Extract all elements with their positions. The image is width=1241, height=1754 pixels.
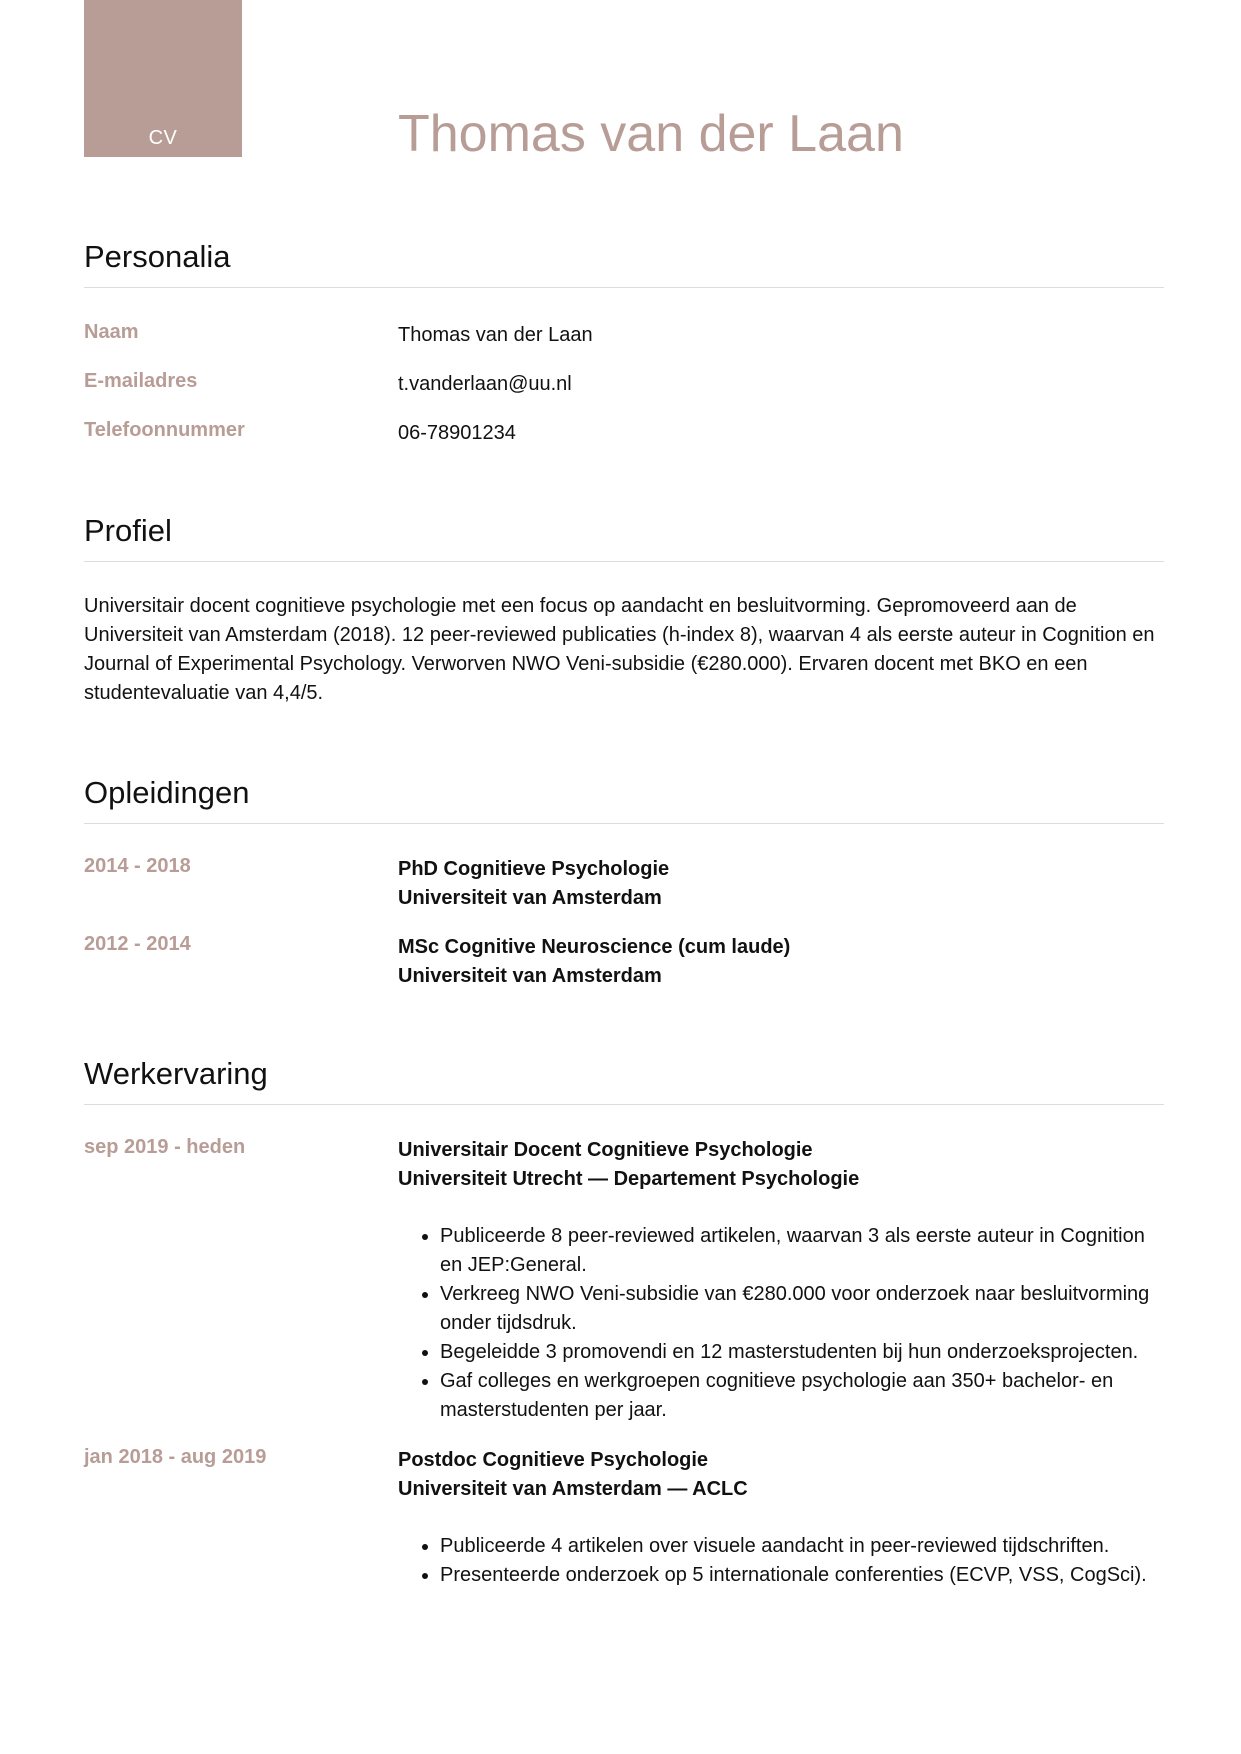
field-value: 06-78901234	[398, 422, 516, 445]
education-institution: Universiteit van Amsterdam	[398, 887, 662, 910]
section-divider	[84, 1104, 1164, 1105]
work-item	[84, 1136, 1164, 1425]
section-divider	[84, 287, 1164, 288]
work-period: sep 2019 - heden	[84, 1136, 246, 1159]
field-label: Naam	[84, 321, 139, 344]
list-item: • Presenteerde onderzoek op 5 internationale conferenties (ECVP, VSS, CogSci).	[440, 1561, 1164, 1590]
list-item: • Begeleidde 3 promovendi en 12 masterstudenten bij hun onderzoeksprojecten.	[440, 1338, 1164, 1367]
page-title: Thomas van der Laan	[398, 105, 904, 163]
section-title-werkervaring: Werkervaring	[84, 1056, 268, 1091]
education-degree: PhD Cognitieve Psychologie	[398, 858, 670, 881]
section-profiel	[84, 512, 1164, 708]
section-divider	[84, 823, 1164, 824]
section-title-opleidingen: Opleidingen	[84, 775, 250, 810]
work-role: Universitair Docent Cognitieve Psychologie	[398, 1139, 813, 1162]
work-bullets	[398, 1532, 1164, 1590]
work-role: Postdoc Cognitieve Psychologie	[398, 1449, 709, 1472]
section-title-personalia: Personalia	[84, 239, 231, 274]
list-item: • Verkreeg NWO Veni-subsidie van €280.000 voor onderzoek naar besluitvorming onder tijdsdruk.	[440, 1280, 1164, 1338]
field-value: Thomas van der Laan	[398, 324, 593, 347]
education-period: 2014 - 2018	[84, 855, 191, 878]
work-item	[84, 1446, 1164, 1590]
section-opleidingen	[84, 774, 1164, 991]
section-title-profiel: Profiel	[84, 513, 172, 548]
list-item: • Gaf colleges en werkgroepen cognitieve psychologie aan 350+ bachelor- en masterstudenten per jaar.	[440, 1367, 1164, 1425]
education-degree: MSc Cognitive Neuroscience (cum laude)	[398, 936, 791, 959]
section-divider	[84, 561, 1164, 562]
education-institution: Universiteit van Amsterdam	[398, 965, 662, 988]
section-werkervaring	[84, 1055, 1164, 1590]
field-label: Telefoonnummer	[84, 419, 245, 442]
work-employer: Universiteit van Amsterdam — ACLC	[398, 1478, 748, 1501]
profile-text: Universitair docent cognitieve psychologie met een focus op aandacht en besluitvorming. Gepromoveerd aan de Universiteit van Amsterdam (2018). 12 peer-reviewed publicaties (h-index 8), waarvan 4 als eerste auteur in Cognition en Journal of Experimental Psychology. Verworven NWO Veni-subsidie (€280.000). Ervaren docent met BKO en een studentevaluatie van 4,4/5.	[84, 595, 1155, 705]
work-bullets	[398, 1222, 1164, 1425]
field-row-naam	[84, 321, 1164, 350]
work-employer: Universiteit Utrecht — Departement Psychologie	[398, 1168, 860, 1191]
cv-badge	[84, 0, 242, 157]
field-label: E-mailadres	[84, 370, 198, 393]
education-item	[84, 855, 1164, 913]
work-period: jan 2018 - aug 2019	[84, 1446, 267, 1469]
list-item: • Publiceerde 4 artikelen over visuele aandacht in peer-reviewed tijdschriften.	[440, 1532, 1164, 1561]
field-row-telefoon	[84, 419, 1164, 448]
education-item	[84, 933, 1164, 991]
section-personalia	[84, 238, 1164, 448]
education-period: 2012 - 2014	[84, 933, 191, 956]
field-value: t.vanderlaan@uu.nl	[398, 373, 572, 396]
list-item: • Publiceerde 8 peer-reviewed artikelen, waarvan 3 als eerste auteur in Cognition en JEP:General.	[440, 1222, 1164, 1280]
field-row-email	[84, 370, 1164, 399]
cv-label: CV	[148, 127, 178, 149]
